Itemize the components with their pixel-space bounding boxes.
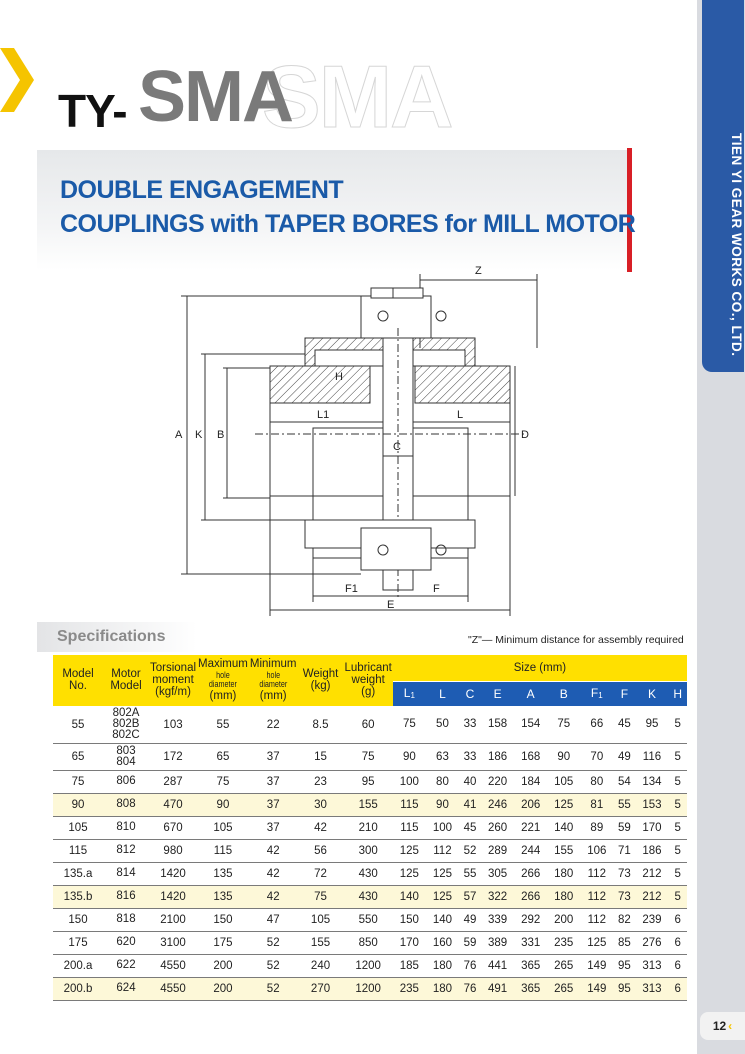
- table-row: [53, 770, 687, 793]
- cell-a: 266: [514, 885, 547, 908]
- heading-line-1: DOUBLE ENGAGEMENT: [60, 176, 344, 204]
- cell-f: 45: [613, 706, 635, 743]
- cell-motor: [103, 839, 149, 862]
- heading-line-2: COUPLINGS with TAPER BORES for MILL MOTOR: [60, 210, 636, 238]
- table-row: [53, 793, 687, 816]
- cell-l1: 75: [393, 706, 426, 743]
- table-row: [53, 885, 687, 908]
- dim-label-d: D: [521, 429, 529, 441]
- cell-e: 186: [481, 743, 514, 770]
- cell-f: 95: [613, 954, 635, 977]
- cell-l1: 100: [393, 770, 426, 793]
- cell-c: 57: [459, 885, 481, 908]
- cell-l: 125: [426, 885, 459, 908]
- cell-l: 180: [426, 954, 459, 977]
- cell-model: 150: [53, 908, 103, 931]
- cell-motor: [103, 931, 149, 954]
- cell-l1: 125: [393, 862, 426, 885]
- cell-weight: 30: [298, 793, 344, 816]
- cell-b: 180: [547, 862, 580, 885]
- cell-model: 105: [53, 816, 103, 839]
- cell-l1: 185: [393, 954, 426, 977]
- cell-max_hole: 90: [197, 793, 249, 816]
- dim-label-l1: L1: [317, 409, 330, 421]
- cell-lube: 1200: [344, 954, 393, 977]
- cell-c: 52: [459, 839, 481, 862]
- cell-h: 5: [669, 743, 688, 770]
- cell-motor: [103, 977, 149, 1000]
- cell-min_hole: 47: [249, 908, 298, 931]
- col-model: Model No.: [53, 655, 103, 706]
- dim-label-f1: F1: [345, 583, 358, 595]
- cell-l: 140: [426, 908, 459, 931]
- cell-lube: 95: [344, 770, 393, 793]
- cell-lube: 850: [344, 931, 393, 954]
- cell-h: 6: [669, 908, 688, 931]
- cell-motor: [103, 706, 149, 743]
- cell-k: 239: [635, 908, 668, 931]
- cell-h: 5: [669, 706, 688, 743]
- cell-l1: 235: [393, 977, 426, 1000]
- cell-b: 140: [547, 816, 580, 839]
- dim-label-l: L: [457, 409, 464, 421]
- cell-f: 71: [613, 839, 635, 862]
- cell-l: 112: [426, 839, 459, 862]
- cell-weight: 23: [298, 770, 344, 793]
- cell-f1: 106: [580, 839, 613, 862]
- cell-h: 5: [669, 839, 688, 862]
- dim-label-a: A: [175, 429, 183, 441]
- col-l: L: [426, 682, 459, 707]
- cell-weight: 155: [298, 931, 344, 954]
- cell-h: 6: [669, 977, 688, 1000]
- cell-a: 365: [514, 954, 547, 977]
- dim-label-z: Z: [475, 265, 482, 277]
- cell-model: 90: [53, 793, 103, 816]
- cell-k: 313: [635, 954, 668, 977]
- cell-model: 65: [53, 743, 103, 770]
- cell-min_hole: 22: [249, 706, 298, 743]
- cell-f: 95: [613, 977, 635, 1000]
- cell-l: 63: [426, 743, 459, 770]
- cell-max_hole: 135: [197, 862, 249, 885]
- col-b: B: [547, 682, 580, 707]
- cell-motor: [103, 908, 149, 931]
- cell-min_hole: 42: [249, 862, 298, 885]
- cell-b: 180: [547, 885, 580, 908]
- cell-e: 491: [481, 977, 514, 1000]
- cell-torsional: 980: [149, 839, 197, 862]
- cell-min_hole: 52: [249, 954, 298, 977]
- cell-e: 441: [481, 954, 514, 977]
- cell-c: 49: [459, 908, 481, 931]
- cell-min_hole: 42: [249, 885, 298, 908]
- model-ghost-watermark: SMA: [262, 47, 452, 146]
- col-l1: $L_1$: [393, 682, 426, 707]
- cell-model: 135.a: [53, 862, 103, 885]
- table-row: [53, 743, 687, 770]
- cell-l: 80: [426, 770, 459, 793]
- cell-f: 59: [613, 816, 635, 839]
- cell-f: 73: [613, 862, 635, 885]
- cell-e: 289: [481, 839, 514, 862]
- cell-motor: [103, 816, 149, 839]
- cell-model: 175: [53, 931, 103, 954]
- cell-f1: 149: [580, 977, 613, 1000]
- cell-e: 260: [481, 816, 514, 839]
- table-row: [53, 839, 687, 862]
- cell-l: 50: [426, 706, 459, 743]
- cell-e: 220: [481, 770, 514, 793]
- cell-model: 55: [53, 706, 103, 743]
- cell-l1: 125: [393, 839, 426, 862]
- cell-f1: 66: [580, 706, 613, 743]
- motor-model: 806: [116, 775, 136, 787]
- coupling-drawing: [165, 258, 560, 620]
- cell-f: 49: [613, 743, 635, 770]
- motor-model: 810: [116, 821, 136, 833]
- table-row: [53, 977, 687, 1000]
- cell-torsional: 470: [149, 793, 197, 816]
- cell-min_hole: 37: [249, 743, 298, 770]
- col-motor: Motor Model: [103, 655, 149, 706]
- cell-a: 168: [514, 743, 547, 770]
- cell-l1: 170: [393, 931, 426, 954]
- motor-model: 803: [116, 744, 136, 757]
- cell-k: 134: [635, 770, 668, 793]
- page-number-text: 12: [712, 1019, 727, 1033]
- col-torsional: Torsional moment (kgf/m): [149, 655, 197, 706]
- cell-l1: 115: [393, 793, 426, 816]
- cell-f1: 112: [580, 862, 613, 885]
- cell-f: 85: [613, 931, 635, 954]
- cell-c: 40: [459, 770, 481, 793]
- cell-k: 313: [635, 977, 668, 1000]
- cell-motor: [103, 793, 149, 816]
- cell-weight: 15: [298, 743, 344, 770]
- cell-min_hole: 37: [249, 770, 298, 793]
- cell-e: 158: [481, 706, 514, 743]
- col-k: K: [635, 682, 668, 707]
- cell-c: 41: [459, 793, 481, 816]
- specifications-body: [53, 706, 687, 1000]
- cell-h: 5: [669, 885, 688, 908]
- col-lubricant: Lubricant weight (g): [344, 655, 393, 706]
- cell-l1: 90: [393, 743, 426, 770]
- brand-prefix: TY-: [58, 85, 127, 137]
- dim-label-e: E: [387, 599, 395, 611]
- cell-f1: 125: [580, 931, 613, 954]
- cell-min_hole: 37: [249, 816, 298, 839]
- cell-f1: 81: [580, 793, 613, 816]
- cell-motor: [103, 743, 149, 770]
- motor-model: 812: [116, 844, 136, 856]
- cell-k: 212: [635, 862, 668, 885]
- cell-a: 292: [514, 908, 547, 931]
- cell-c: 76: [459, 977, 481, 1000]
- cell-motor: [103, 885, 149, 908]
- cell-torsional: 3100: [149, 931, 197, 954]
- cell-l: 125: [426, 862, 459, 885]
- cell-a: 206: [514, 793, 547, 816]
- cell-torsional: 4550: [149, 977, 197, 1000]
- dim-label-f: F: [433, 583, 440, 595]
- cell-b: 125: [547, 793, 580, 816]
- cell-weight: 240: [298, 954, 344, 977]
- cell-b: 200: [547, 908, 580, 931]
- cell-c: 33: [459, 743, 481, 770]
- dim-label-k: K: [195, 429, 203, 441]
- cell-lube: 210: [344, 816, 393, 839]
- cell-f1: 112: [580, 908, 613, 931]
- cell-k: 153: [635, 793, 668, 816]
- cell-e: 389: [481, 931, 514, 954]
- cell-f1: 149: [580, 954, 613, 977]
- cell-h: 6: [669, 931, 688, 954]
- cell-min_hole: 52: [249, 977, 298, 1000]
- arrow-logo-icon: [0, 48, 36, 112]
- cell-torsional: 172: [149, 743, 197, 770]
- cell-h: 5: [669, 793, 688, 816]
- cell-l1: 140: [393, 885, 426, 908]
- motor-model: 802A: [112, 707, 140, 719]
- cell-k: 186: [635, 839, 668, 862]
- cell-c: 33: [459, 706, 481, 743]
- cell-lube: 430: [344, 862, 393, 885]
- cell-motor: [103, 862, 149, 885]
- cell-b: 75: [547, 706, 580, 743]
- assembly-note: "Z"— Minimum distance for assembly required: [468, 634, 684, 646]
- cell-weight: 8.5: [298, 706, 344, 743]
- cell-max_hole: 200: [197, 977, 249, 1000]
- cell-b: 235: [547, 931, 580, 954]
- col-weight: Weight (kg): [298, 655, 344, 706]
- cell-motor: [103, 954, 149, 977]
- table-row: [53, 954, 687, 977]
- cell-e: 339: [481, 908, 514, 931]
- cell-f1: 112: [580, 885, 613, 908]
- specifications-title: Specifications: [37, 622, 197, 652]
- cell-torsional: 2100: [149, 908, 197, 931]
- motor-model: 620: [116, 936, 136, 948]
- motor-model: 814: [116, 867, 136, 879]
- cell-motor: [103, 770, 149, 793]
- cell-f1: 89: [580, 816, 613, 839]
- cell-lube: 60: [344, 706, 393, 743]
- cell-b: 90: [547, 743, 580, 770]
- cell-max_hole: 75: [197, 770, 249, 793]
- cell-lube: 430: [344, 885, 393, 908]
- col-h: H: [669, 682, 688, 707]
- dim-label-b: B: [217, 429, 225, 441]
- cell-lube: 75: [344, 743, 393, 770]
- cell-f: 73: [613, 885, 635, 908]
- motor-model: 802B: [112, 718, 140, 730]
- cell-weight: 105: [298, 908, 344, 931]
- table-row: [53, 862, 687, 885]
- cell-h: 6: [669, 954, 688, 977]
- cell-a: 266: [514, 862, 547, 885]
- cell-l: 90: [426, 793, 459, 816]
- cell-weight: 72: [298, 862, 344, 885]
- cell-b: 265: [547, 977, 580, 1000]
- cell-torsional: 4550: [149, 954, 197, 977]
- cell-k: 212: [635, 885, 668, 908]
- cell-k: 170: [635, 816, 668, 839]
- cell-f1: 80: [580, 770, 613, 793]
- cell-model: 115: [53, 839, 103, 862]
- table-row: [53, 706, 687, 743]
- cell-max_hole: 135: [197, 885, 249, 908]
- col-e: E: [481, 682, 514, 707]
- cell-e: 305: [481, 862, 514, 885]
- cell-lube: 155: [344, 793, 393, 816]
- cell-c: 55: [459, 862, 481, 885]
- cell-lube: 300: [344, 839, 393, 862]
- motor-model: 818: [116, 913, 136, 925]
- col-c: C: [459, 682, 481, 707]
- col-min-hole: Minimum hole diameter (mm): [249, 655, 298, 706]
- motor-model: 624: [116, 982, 136, 994]
- cell-weight: 75: [298, 885, 344, 908]
- cell-max_hole: 65: [197, 743, 249, 770]
- motor-model: 802C: [112, 729, 140, 741]
- cell-a: 221: [514, 816, 547, 839]
- chevron-right-icon: ‹: [728, 1019, 733, 1033]
- cell-min_hole: 37: [249, 793, 298, 816]
- specifications-table: [53, 655, 687, 1001]
- cell-f: 55: [613, 793, 635, 816]
- cell-max_hole: 150: [197, 908, 249, 931]
- cell-weight: 42: [298, 816, 344, 839]
- cell-e: 322: [481, 885, 514, 908]
- cell-a: 365: [514, 977, 547, 1000]
- cell-torsional: 1420: [149, 862, 197, 885]
- cell-l1: 115: [393, 816, 426, 839]
- dim-label-c: C: [393, 441, 401, 453]
- cell-lube: 1200: [344, 977, 393, 1000]
- col-size-group: Size (mm): [393, 655, 687, 682]
- cell-torsional: 103: [149, 706, 197, 743]
- table-row: [53, 908, 687, 931]
- cell-torsional: 670: [149, 816, 197, 839]
- col-f1: $F_1$: [580, 682, 613, 707]
- cell-b: 105: [547, 770, 580, 793]
- cell-c: 59: [459, 931, 481, 954]
- cell-l: 180: [426, 977, 459, 1000]
- cell-l: 100: [426, 816, 459, 839]
- cell-model: 135.b: [53, 885, 103, 908]
- table-row: [53, 931, 687, 954]
- cell-f: 82: [613, 908, 635, 931]
- table-row: [53, 816, 687, 839]
- company-name: TIEN YI GEAR WORKS CO., LTD.: [729, 133, 744, 357]
- cell-a: 154: [514, 706, 547, 743]
- col-max-hole: Maximum hole diameter (mm): [197, 655, 249, 706]
- cell-k: 276: [635, 931, 668, 954]
- cell-min_hole: 52: [249, 931, 298, 954]
- cell-c: 45: [459, 816, 481, 839]
- cell-f: 54: [613, 770, 635, 793]
- cell-max_hole: 55: [197, 706, 249, 743]
- cell-h: 5: [669, 862, 688, 885]
- motor-model: 804: [116, 755, 136, 768]
- cell-model: 200.a: [53, 954, 103, 977]
- motor-model: 816: [116, 890, 136, 902]
- motor-model: 622: [116, 959, 136, 971]
- cell-f1: 70: [580, 743, 613, 770]
- cell-h: 5: [669, 816, 688, 839]
- cell-k: 95: [635, 706, 668, 743]
- cell-torsional: 1420: [149, 885, 197, 908]
- cell-h: 5: [669, 770, 688, 793]
- cell-k: 116: [635, 743, 668, 770]
- cell-l: 160: [426, 931, 459, 954]
- col-f: F: [613, 682, 635, 707]
- cell-max_hole: 200: [197, 954, 249, 977]
- cell-torsional: 287: [149, 770, 197, 793]
- cell-a: 244: [514, 839, 547, 862]
- cell-b: 265: [547, 954, 580, 977]
- cell-a: 184: [514, 770, 547, 793]
- motor-model: 808: [116, 798, 136, 810]
- cell-min_hole: 42: [249, 839, 298, 862]
- cell-max_hole: 105: [197, 816, 249, 839]
- cell-max_hole: 175: [197, 931, 249, 954]
- col-a: A: [514, 682, 547, 707]
- cell-weight: 56: [298, 839, 344, 862]
- page-number: [700, 1012, 745, 1040]
- cell-weight: 270: [298, 977, 344, 1000]
- cell-lube: 550: [344, 908, 393, 931]
- cell-b: 155: [547, 839, 580, 862]
- cell-c: 76: [459, 954, 481, 977]
- cell-model: 200.b: [53, 977, 103, 1000]
- cell-e: 246: [481, 793, 514, 816]
- cell-model: 75: [53, 770, 103, 793]
- cell-l1: 150: [393, 908, 426, 931]
- dim-label-h: H: [335, 371, 343, 383]
- model-title: SMA: [138, 57, 292, 137]
- cell-max_hole: 115: [197, 839, 249, 862]
- cell-a: 331: [514, 931, 547, 954]
